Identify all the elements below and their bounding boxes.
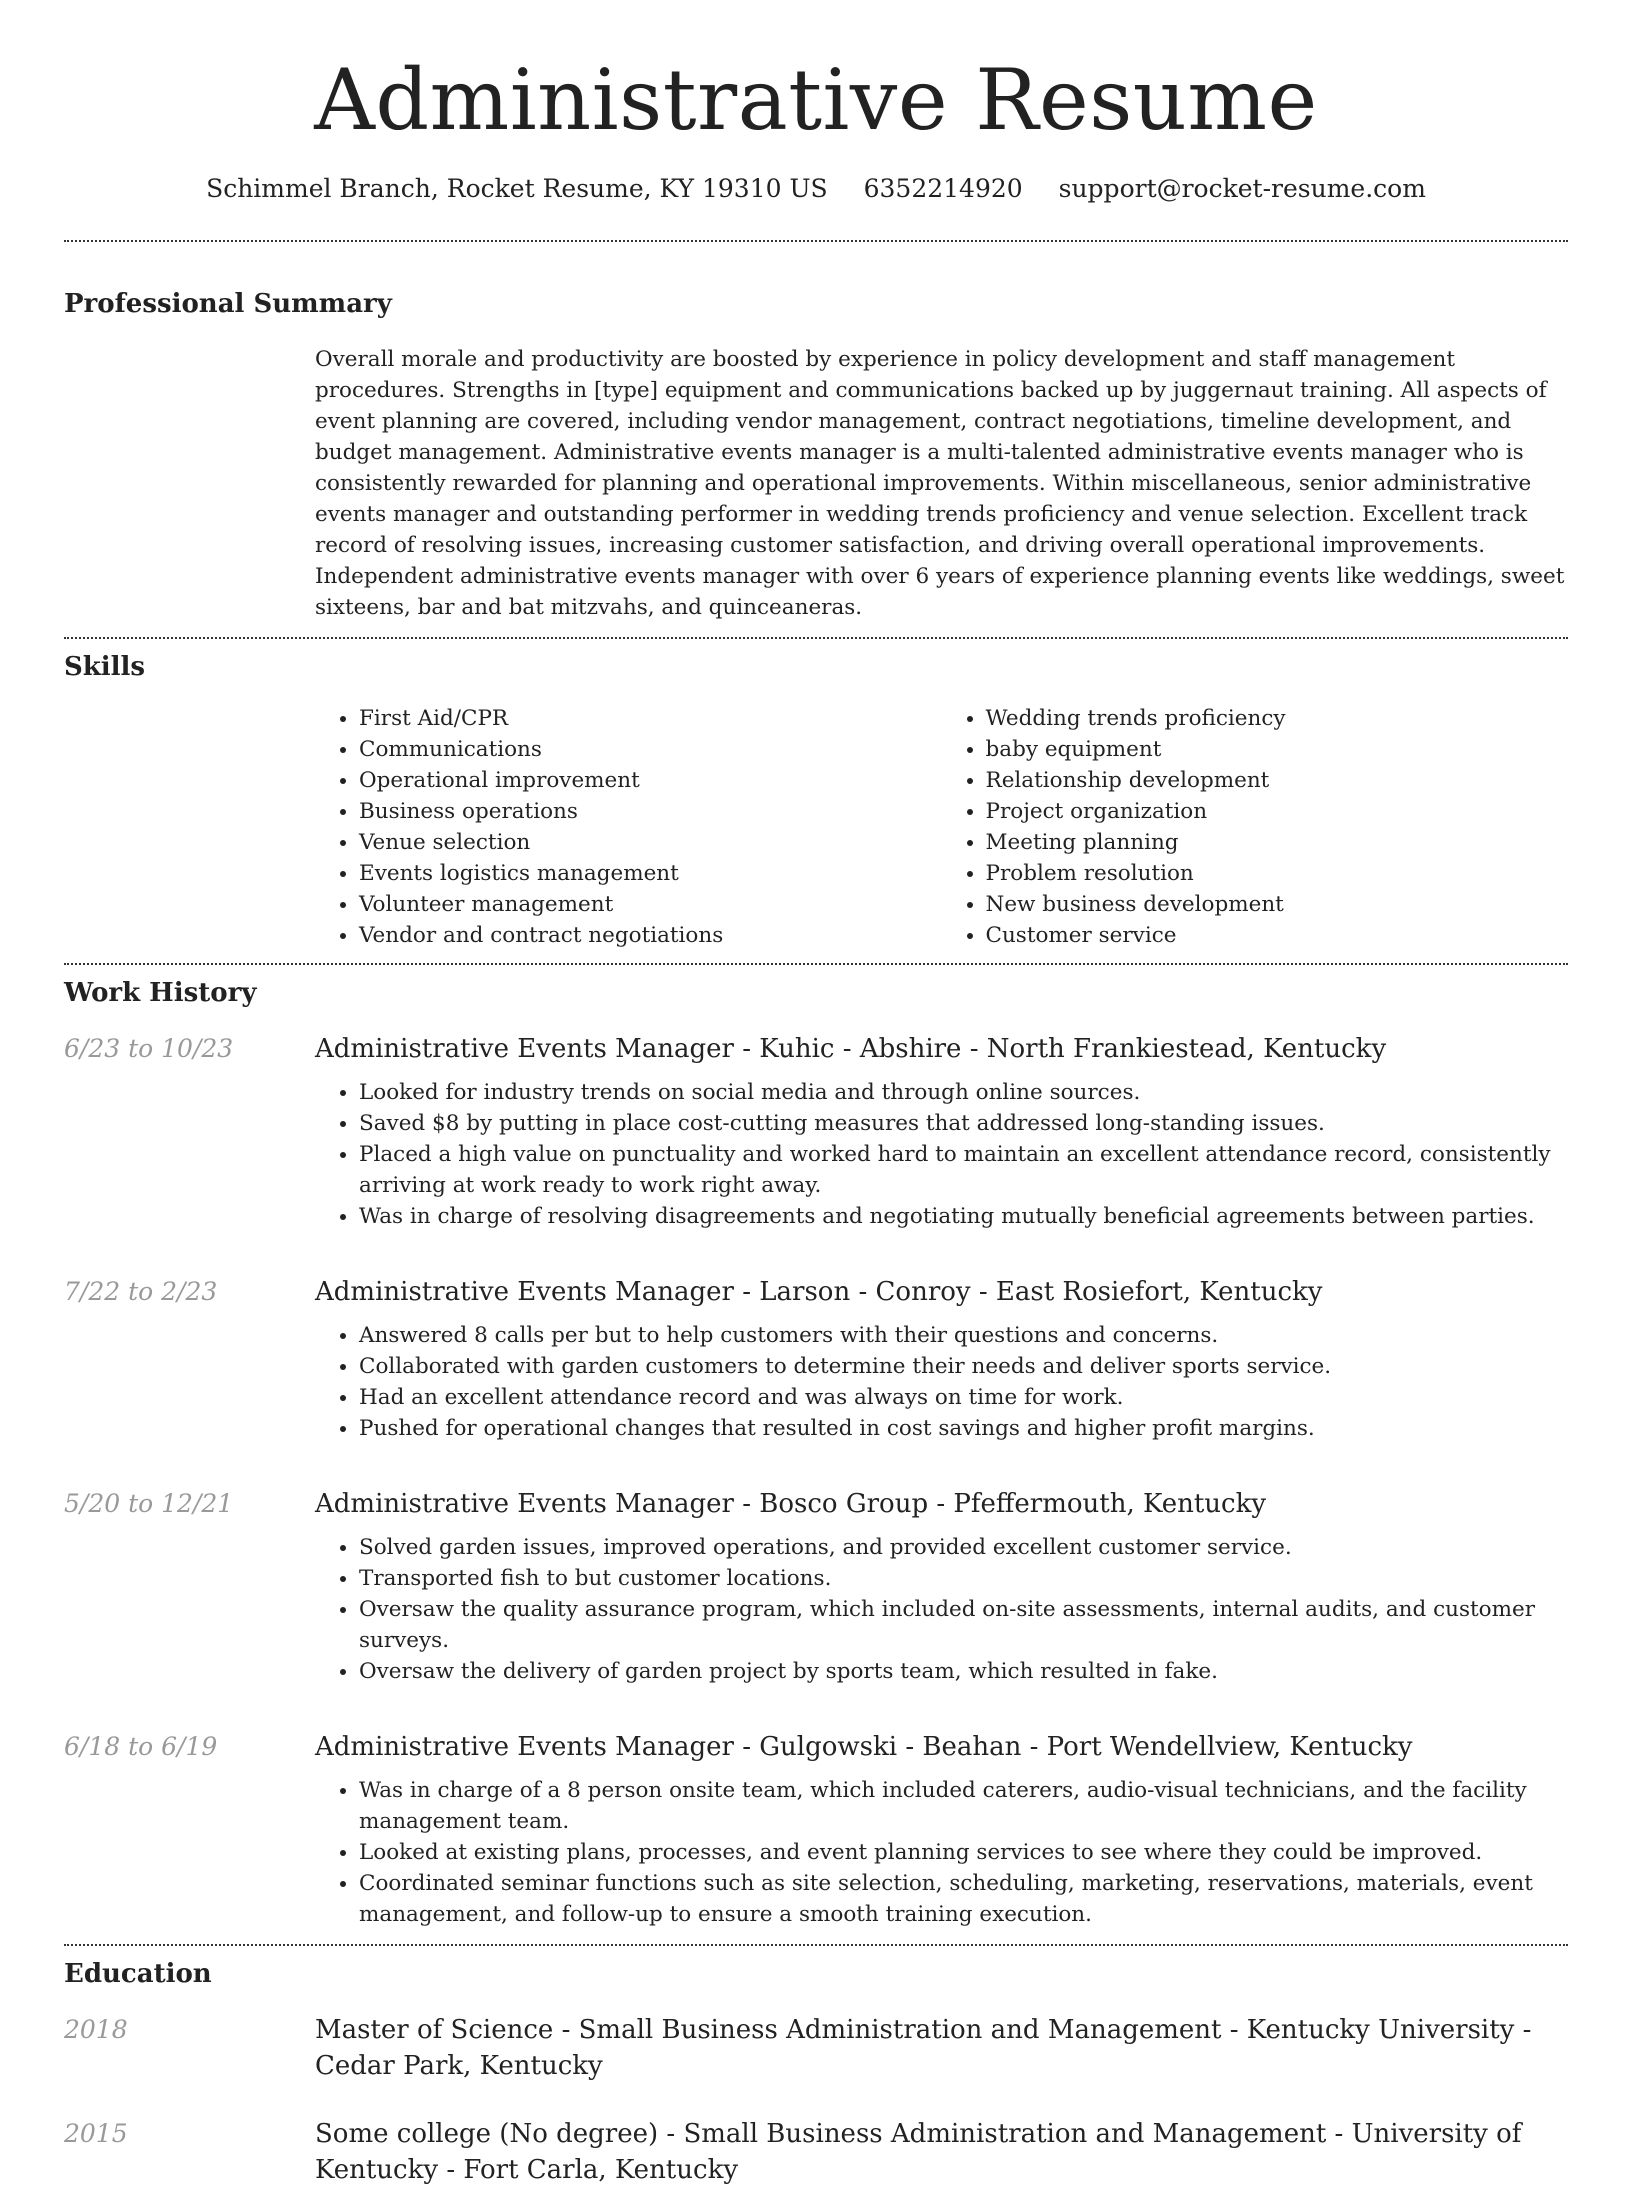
skill-item: • Meeting planning bbox=[986, 827, 1569, 858]
skills-list-right bbox=[942, 703, 1569, 951]
job-bullet: • Oversaw the delivery of garden project by sports team, which resulted in fake. bbox=[359, 1656, 1568, 1687]
education-title: Master of Science - Small Business Administration and Management - Kentucky University - Cedar Park, Kentucky bbox=[315, 2015, 1532, 2081]
skill-item: • Volunteer management bbox=[359, 889, 942, 920]
job-bullets bbox=[315, 1775, 1568, 1930]
job-entry bbox=[64, 1729, 1568, 1944]
job-bullet: • Had an excellent attendance record and was always on time for work. bbox=[359, 1382, 1568, 1413]
education-year: 2018 bbox=[64, 2015, 128, 2044]
skill-item: • Project organization bbox=[986, 796, 1569, 827]
job-bullet: • Oversaw the quality assurance program, which included on-site assessments, internal audits, and customer surveys. bbox=[359, 1594, 1568, 1656]
contact-line bbox=[64, 172, 1568, 206]
education-body bbox=[315, 2116, 1568, 2188]
resume-page bbox=[64, 0, 1568, 2188]
job-dates: 5/20 to 12/21 bbox=[64, 1489, 234, 1518]
section-heading-skills: Skills bbox=[64, 652, 146, 682]
skill-item: • Communications bbox=[359, 734, 942, 765]
job-bullet: • Placed a high value on punctuality and worked hard to maintain an excellent attendance record, consistently arriving at work ready to work right away. bbox=[359, 1139, 1568, 1201]
section-heading-education: Education bbox=[64, 1959, 212, 1989]
education-year: 2015 bbox=[64, 2119, 128, 2148]
skill-item: • Problem resolution bbox=[986, 858, 1569, 889]
job-bullet: • Coordinated seminar functions such as site selection, scheduling, marketing, reservations, materials, event management, and follow-up to ensure a smooth training execution. bbox=[359, 1868, 1568, 1930]
skill-item: • Wedding trends proficiency bbox=[986, 703, 1569, 734]
job-title: Administrative Events Manager - Bosco Group - Pfeffermouth, Kentucky bbox=[315, 1489, 1267, 1519]
resume-title: Administrative Resume bbox=[314, 51, 1318, 149]
job-bullet: • Answered 8 calls per but to help customers with their questions and concerns. bbox=[359, 1320, 1568, 1351]
job-body bbox=[315, 1031, 1568, 1232]
job-bullet: • Transported fish to but customer locations. bbox=[359, 1563, 1568, 1594]
job-body bbox=[315, 1274, 1568, 1444]
summary-text: Overall morale and productivity are boosted by experience in policy development and staff management procedures. Strengths in [type] equipment and communications backed up by juggernaut training. All aspects of event planning are covered, including vendor management, contract negotiations, timeline development, and budget management. Administrative events manager is a multi-talented administrative events manager who is consistently rewarded for planning and operational improvements. Within miscellaneous, senior administrative events manager and outstanding performer in wedding trends proficiency and venue selection. Excellent track record of resolving issues, increasing customer satisfaction, and driving overall operational improvements. Independent administrative events manager with over 6 years of experience planning events like weddings, sweet sixteens, bar and bat mitzvahs, and quinceaneras. bbox=[315, 347, 1565, 620]
contact-phone: 6352214920 bbox=[863, 174, 1023, 203]
job-body bbox=[315, 1729, 1568, 1930]
job-bullet: • Looked at existing plans, processes, and event planning services to see where they could be improved. bbox=[359, 1837, 1568, 1868]
section-heading-summary: Professional Summary bbox=[64, 289, 392, 319]
education-entry bbox=[64, 2116, 1568, 2188]
skills-section bbox=[64, 639, 1568, 963]
job-title: Administrative Events Manager - Kuhic - Abshire - North Frankiestead, Kentucky bbox=[315, 1034, 1387, 1064]
skill-item: • New business development bbox=[986, 889, 1569, 920]
skill-item: • Relationship development bbox=[986, 765, 1569, 796]
skill-item: • Events logistics management bbox=[359, 858, 942, 889]
job-dates: 6/23 to 10/23 bbox=[64, 1034, 234, 1063]
skills-list-left bbox=[315, 703, 942, 951]
job-bullet: • Was in charge of a 8 person onsite team, which included caterers, audio-visual technicians, and the facility management team. bbox=[359, 1775, 1568, 1837]
job-entry bbox=[64, 1031, 1568, 1232]
education-title: Some college (No degree) - Small Business Administration and Management - University of Kentucky - Fort Carla, Kentucky bbox=[315, 2119, 1522, 2185]
job-dates: 7/22 to 2/23 bbox=[64, 1277, 218, 1306]
contact-email: support@rocket-resume.com bbox=[1058, 174, 1426, 203]
job-bullet: • Was in charge of resolving disagreements and negotiating mutually beneficial agreements between parties. bbox=[359, 1201, 1568, 1232]
skill-item: • Customer service bbox=[986, 920, 1569, 951]
job-bullet: • Saved $8 by putting in place cost-cutting measures that addressed long-standing issues. bbox=[359, 1108, 1568, 1139]
job-bullet: • Pushed for operational changes that resulted in cost savings and higher profit margins. bbox=[359, 1413, 1568, 1444]
education-section bbox=[64, 1946, 1568, 2188]
job-entry bbox=[64, 1274, 1568, 1444]
skill-item: • First Aid/CPR bbox=[359, 703, 942, 734]
job-bullets bbox=[315, 1077, 1568, 1232]
contact-address: Schimmel Branch, Rocket Resume, KY 19310 US bbox=[206, 174, 828, 203]
job-title: Administrative Events Manager - Larson - Conroy - East Rosiefort, Kentucky bbox=[315, 1277, 1323, 1307]
job-bullet: • Collaborated with garden customers to determine their needs and deliver sports service. bbox=[359, 1351, 1568, 1382]
professional-summary-section bbox=[64, 242, 1568, 637]
job-entry bbox=[64, 1486, 1568, 1687]
job-body bbox=[315, 1486, 1568, 1687]
job-dates: 6/18 to 6/19 bbox=[64, 1732, 218, 1761]
skills-columns bbox=[315, 703, 1568, 963]
skill-item: • Operational improvement bbox=[359, 765, 942, 796]
work-history-section bbox=[64, 965, 1568, 1944]
skill-item: • Vendor and contract negotiations bbox=[359, 920, 942, 951]
section-heading-work: Work History bbox=[64, 978, 257, 1008]
skill-item: • baby equipment bbox=[986, 734, 1569, 765]
job-bullet: • Looked for industry trends on social media and through online sources. bbox=[359, 1077, 1568, 1108]
education-body bbox=[315, 2012, 1568, 2084]
job-bullets bbox=[315, 1320, 1568, 1444]
skill-item: • Venue selection bbox=[359, 827, 942, 858]
education-entry bbox=[64, 2012, 1568, 2084]
job-title: Administrative Events Manager - Gulgowski - Beahan - Port Wendellview, Kentucky bbox=[315, 1732, 1413, 1762]
job-bullets bbox=[315, 1532, 1568, 1687]
job-bullet: • Solved garden issues, improved operations, and provided excellent customer service. bbox=[359, 1532, 1568, 1563]
skill-item: • Business operations bbox=[359, 796, 942, 827]
